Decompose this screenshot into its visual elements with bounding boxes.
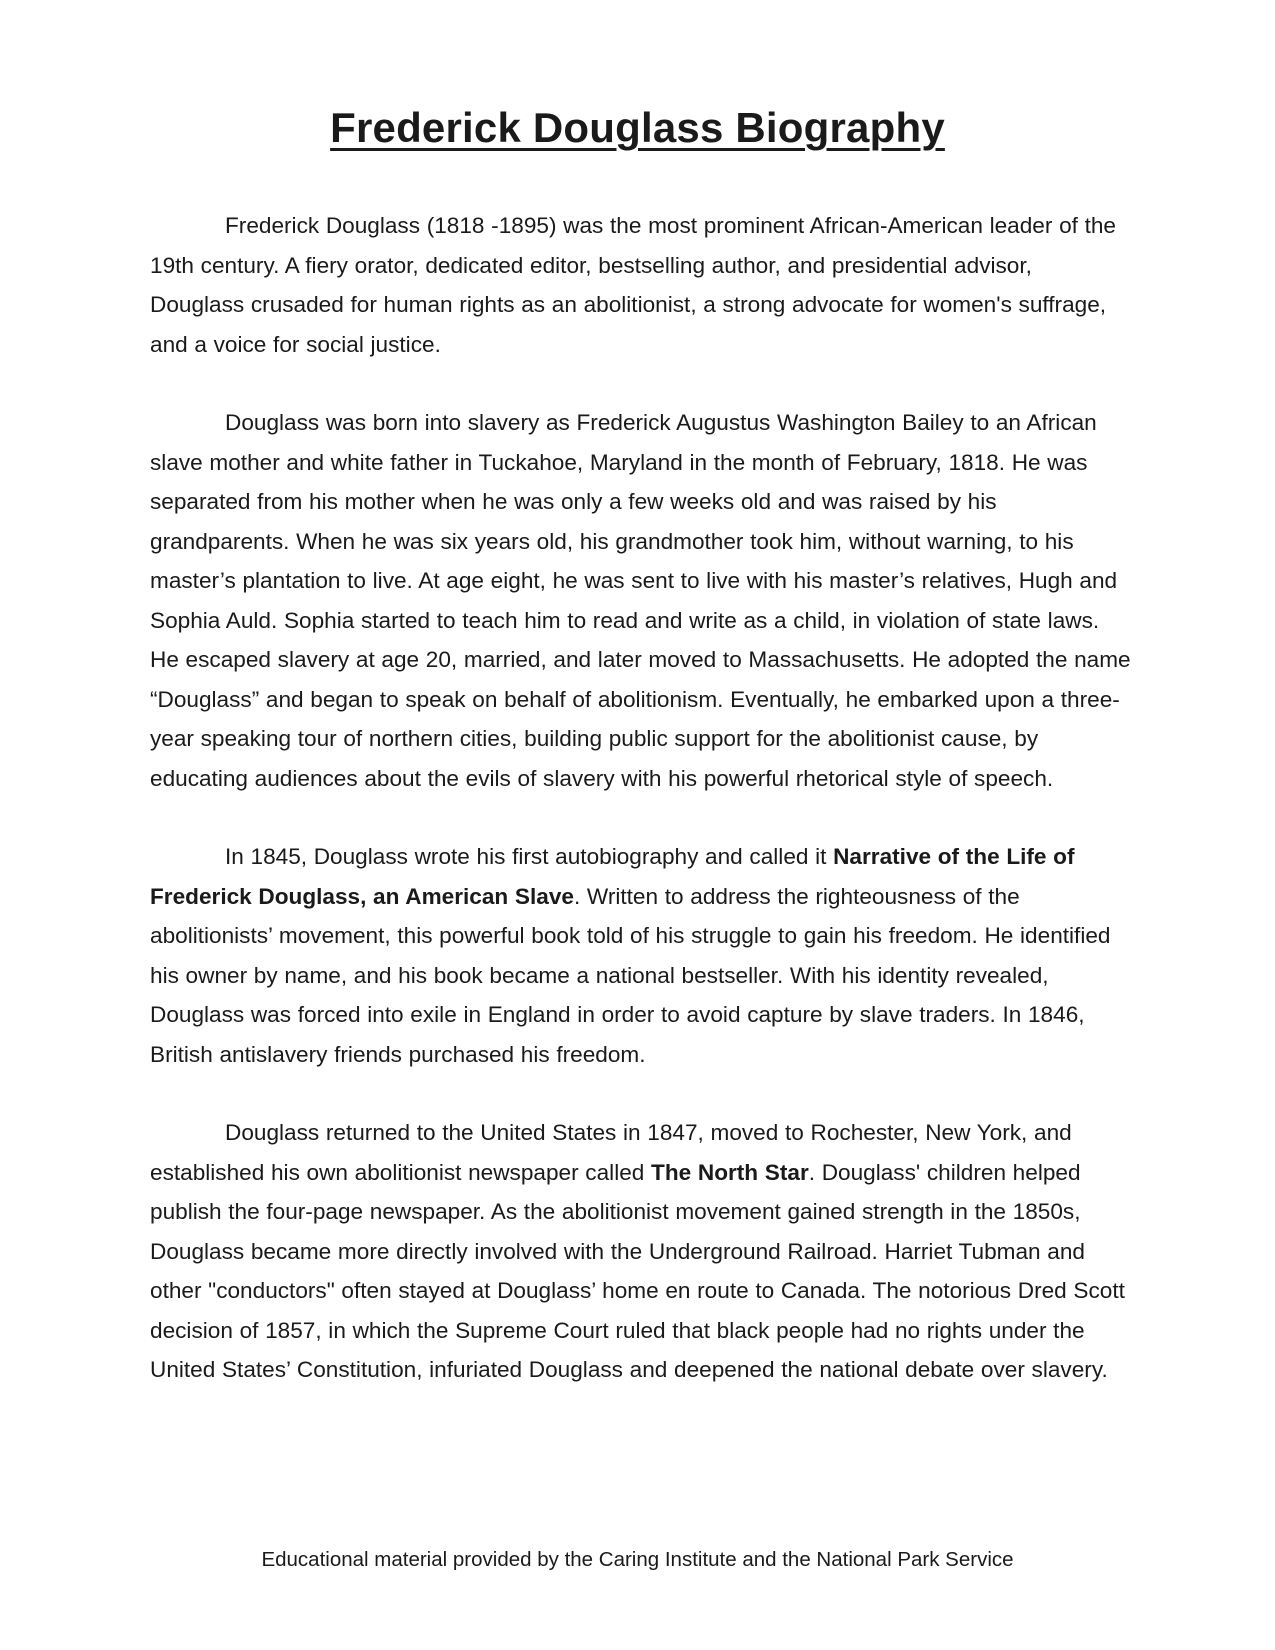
paragraph-text: . Douglass' children helped publish the four-page newspaper. As the abolitionist movement gained strength in the 1850s, Douglass became more directly involved with the Underground Railroad. Harriet Tubman and other "conductors" often stayed at Douglass’ home en route to Canada. The notorious Dred Scott decision of 1857, in which the Supreme Court ruled that black people had no rights under the United States’ Constitution, infuriated Douglass and deepened the national debate over slavery. bbox=[150, 1159, 1125, 1382]
paragraph-text: Douglass was born into slavery as Frederick Augustus Washington Bailey to an African slave mother and white father in Tuckahoe, Maryland in the month of February, 1818. He was separated from his mother when he was only a few weeks old and was raised by his grandparents. When he was six years old, his grandmother took him, without warning, to his master’s plantation to live. At age eight, he was sent to live with his master’s relatives, Hugh and Sophia Auld. Sophia started to teach him to read and write as a child, in violation of state laws. He escaped slavery at age 20, married, and later moved to Massachusetts. He adopted the name “Douglass” and began to speak on behalf of abolitionism. Eventually, he embarked upon a three-year speaking tour of northern cities, building public support for the abolitionist cause, by educating audiences about the evils of slavery with his powerful rhetorical style of speech. bbox=[150, 410, 1131, 791]
newspaper-title: The North Star bbox=[651, 1159, 809, 1185]
book-title: Narrative of the Life of Frederick Douglass, an American Slave bbox=[150, 844, 1075, 909]
paragraph-text: Douglass returned to the United States in 1847, moved to Rochester, New York, and established his own abolitionist newspaper called bbox=[150, 1120, 1072, 1185]
paragraph-text: Frederick Douglass (1818 -1895) was the most prominent African-American leader of the 19th century. A fiery orator, dedicated editor, bestselling author, and presidential advisor, Douglass crusaded for human rights as an abolitionist, a strong advocate for women's suffrage, and a voice for social justice. bbox=[150, 213, 1116, 357]
footer-credit: Educational material provided by the Caring Institute and the National Park Service bbox=[261, 1548, 1014, 1571]
body-text bbox=[150, 206, 1132, 1429]
paragraph-north-star bbox=[150, 1113, 1132, 1390]
paragraph-text: . Written to address the righteousness of the abolitionists’ movement, this powerful book told of his struggle to gain his freedom. He identified his owner by name, and his book became a national bestseller. With his identity revealed, Douglass was forced into exile in England in order to avoid capture by slave traders. In 1846, British antislavery friends purchased his freedom. bbox=[150, 883, 1111, 1067]
page-title: Frederick Douglass Biography bbox=[330, 104, 945, 151]
paragraph-autobiography bbox=[150, 837, 1132, 1074]
paragraph-text: In 1845, Douglass wrote his first autobiography and called it bbox=[225, 844, 834, 869]
paragraph-intro bbox=[150, 206, 1132, 364]
paragraph-early-life bbox=[150, 403, 1132, 798]
